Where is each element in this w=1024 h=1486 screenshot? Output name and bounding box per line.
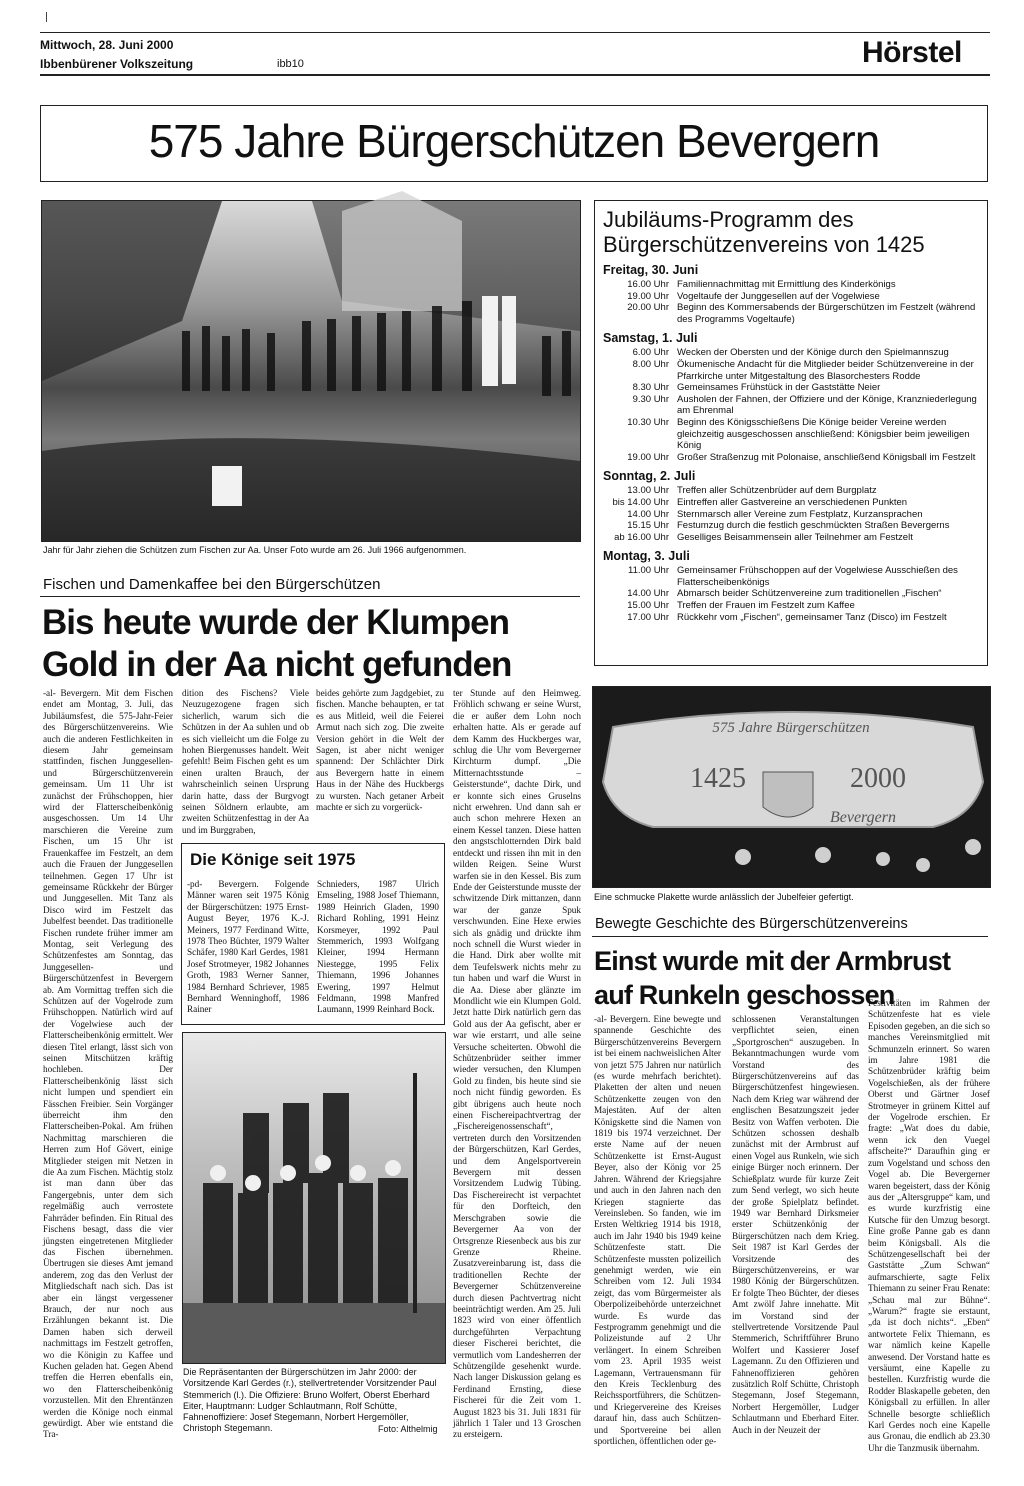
program-item-description: Beginn des Kommersabends der Bürgerschützen im Festzelt (während des Programms Vogeltaufe)	[677, 302, 976, 325]
header-top-rule	[40, 32, 990, 33]
article2-text-col3: Festivitäten im Rahmen der Schützenfeste hat es viele Episoden gegeben, an die sich so manches Vereinsmitglied mit Schmunzeln erinnert. So waren im Jahre 1981 die Schützenbrüder kräftig beim Vogelschießen, als der frühere Oberst und Gärtner Josef Strotmeyer in grünem Kittel auf der Vogelrode erschien. Er fragte: „Wat does du dabie, wenn ick den Vuegel affscheite?“ Daraufhin ging er zum Vogelstand und schoss den Vogel ab. Die Bevergerner waren begeistert, dass der König aus der „Altersgruppe“ kam, und es wurde kurzfristig eine Kutsche für den Umzug besorgt. Eine große Panne gab es dann beim Königsball. Als die Schützengesellschaft bei der Gaststätte „Zum Schwan“ aufmarschierte, sagte Felix Thiemann zu seiner Frau Renate: „Schau mal zur Bühne“. „Warum?“ fragte sie erstaunt, „da ist doch nichts“. „Eben“ antwortete Felix Thiemann, es war nämlich keine Kapelle anwesend. Der Vorstand hatte es versäumt, eine Kapelle zu bestellen. Kurzfristig wurde die Rodder Blaskapelle gebeten, den Königsball zu erfüllen. In aller Schnelle besorgte schließlich Karl Gerdes noch eine Kapelle aus Gronau, die endlich ab 23.30 Uhr die Tanzmusik übernahm.	[868, 998, 990, 1453]
article2-text-col1: -al- Bevergern. Eine bewegte und spannende Geschichte des Bürgerschützenvereins Bevergern ist bei einem nachweislichen Alter von jetzt 575 Jahren nur natürlich (es wurde mehrfach berichtet). Plaketten der alten und neuen Schützenkette zeugen von den Majestäten. Auf der alten Königskette sind die Namen von 1819 bis 1974 verzeichnet. Der erste Name auf der neuen Schützenkette ist Ernst-August Beyer, also der König vor 25 Jahren. Während der Kriegsjahre und auch in den Jahren nach den Kriegen stagnierte das Vereinsleben. So fanden, wie im Ersten Weltkrieg 1914 bis 1918, auch im Jahr 1940 bis 1949 keine Schützenfeste statt. Die Schützenfeste mussten polizeilich genehmigt werden, wie ein Schreiben vom 12. Juli 1934 zeigt, das vom Bürgermeister als Oberpolizeibehörde unterzeichnet wurde. Es wurde das Festprogramm genehmigt und die Polizeistunde auf 2 Uhr verlängert. In einem Schreiben vom 23. April 1935 weist Lagemann, Vertrauensmann für den Kreis Tecklenburg des Reichssportführers, die Schützen- und Kriegervereine des Kreises darauf hin, dass auch Schützen- und Sportvereine bei allen sportlichen, öffentlichen oder ge-	[594, 1014, 721, 1447]
page-headline: 575 Jahre Bürgerschützen Bevergern	[148, 115, 880, 167]
header-paper: Ibbenbürener Volkszeitung	[40, 57, 194, 71]
representatives-caption: Die Repräsentanten der Bürgerschützen im Jahr 2000: der Vorsitzende Karl Gerdes (r.), stellvertretender Vorsitzender Paul Stemmerich (l.). Die Offiziere: Bruno Wolfert, Oberst Eberhard Eiter, Hauptmann: Ludger Schlautmann, Rolf Schütte, Fahnenoffiziere: Josef Stegemann, Norbert Hergemöller, Christoph Stegemann.	[183, 1367, 437, 1434]
program-item-time: 16.00 Uhr	[627, 279, 669, 290]
program-item	[603, 302, 979, 325]
plaque-town: Bevergern	[829, 809, 897, 826]
program-item-description: Wecken der Obersten und der Könige durch den Spielmannszug	[677, 347, 949, 359]
program-item	[603, 452, 979, 464]
program-item	[603, 612, 979, 624]
article1-kicker: Fischen und Damenkaffee bei den Bürgerschützen	[43, 576, 381, 593]
program-day-heading: Sonntag, 2. Juli	[603, 469, 696, 484]
program-item-time: 19.00 Uhr	[627, 290, 669, 302]
koenige-col1	[187, 879, 309, 1019]
plaque-year-right: 2000	[850, 763, 906, 794]
article2-col3	[868, 998, 990, 1453]
program-item-time: 15.15 Uhr	[627, 520, 669, 532]
program-item-time: 9.30 Uhr	[632, 393, 669, 405]
program-item-description: Beginn des Königsschießens Die Könige beider Vereine werden gleichzeitig ausgeschossen anschließend: Königsbier beim jeweiligen König	[677, 416, 970, 452]
program-item-description: Familiennachmittag mit Ermittlung des Kinderkönigs	[677, 279, 896, 290]
program-item-description: Abmarsch beider Schützenvereine zum traditionellen „Fischen“	[677, 588, 942, 600]
article2-title: Einst wurde mit der Armbrust auf Runkeln geschossen	[594, 946, 951, 1010]
program-item-description: Großer Straßenzug mit Polonaise, anschließend Königsball im Festzelt	[677, 451, 976, 463]
koenige-text-col1: -pd- Bevergern. Folgende Männer waren seit 1975 König der Bürgerschützen: 1975 Ernst-August Beyer, 1976 K.-J. Meiners, 1977 Ferdinand Witte, 1978 Theo Büchter, 1979 Walter Schäfer, 1980 Karl Gerdes, 1981 Josef Strotmeyer, 1982 Johannes Groth, 1983 Werner Sanner, 1984 Bernhard Schriever, 1985 Bernhard Wenninghoff, 1986 Rainer	[187, 879, 309, 1015]
program-item	[603, 359, 979, 382]
program-item-description: Ökumenische Andacht für die Mitglieder beider Schützenvereine in der Pfarrkirche unter Mitgestaltung des Blasorchesters Rodde	[677, 358, 974, 382]
header-bottom-rule	[40, 74, 990, 76]
program-item-time: 13.00 Uhr	[627, 485, 669, 497]
program-item-time: 14.00 Uhr	[627, 588, 669, 600]
header-date: Mittwoch, 28. Juni 2000	[40, 38, 174, 52]
program-item	[603, 394, 979, 417]
program-day-heading: Montag, 3. Juli	[603, 549, 690, 564]
program-item-time: bis 14.00 Uhr	[612, 496, 669, 508]
plaque-line1: 575 Jahre Bürgerschützen	[712, 720, 870, 736]
program-item	[603, 509, 979, 521]
program-day-heading: Freitag, 30. Juni	[603, 263, 699, 277]
program-item	[603, 565, 979, 588]
program-item-time: 17.00 Uhr	[627, 611, 669, 623]
program-item-description: Geselliges Beisammensein aller Teilnehmer am Festzelt	[677, 531, 913, 543]
koenige-title: Die Könige seit 1975	[190, 850, 356, 869]
article2-col2	[732, 1014, 859, 1439]
program-item	[603, 497, 979, 509]
section-title: Hörstel	[862, 36, 962, 69]
program-item-description: Ausholen der Fahnen, der Offiziere und der Könige, Kranzniederlegung am Ehrenmal	[677, 393, 977, 417]
plaque-caption: Eine schmucke Plakette wurde anlässlich der Jubelfeier gefertigt.	[594, 892, 854, 902]
plaque-photo	[592, 686, 991, 888]
article2-kicker: Bewegte Geschichte des Bürgerschützenvereins	[595, 916, 908, 932]
article2-kicker-rule	[592, 936, 988, 937]
program-item-time: 8.30 Uhr	[632, 382, 669, 394]
article1-title: Bis heute wurde der Klumpen Gold in der Aa nicht gefunden	[42, 603, 512, 684]
program-item	[603, 485, 979, 497]
koenige-col2	[317, 879, 439, 1019]
program-item-time: 10.30 Uhr	[627, 416, 669, 428]
article1-col2	[182, 688, 309, 836]
koenige-text-col2: Schnieders, 1987 Ulrich Emseling, 1988 Josef Thiemann, 1989 Heinrich Gladen, 1990 Richard Rohling, 1991 Heinz Korsmeyer, 1992 Paul Stemmerich, 1993 Wolfgang Kleiner, 1994 Hermann Niestegge, 1995 Felix Thiemann, 1996 Johannes Ewering, 1997 Helmut Feldmann, 1998 Manfred Laumann, 1999 Reinhard Bock.	[317, 879, 439, 1015]
program-item	[603, 600, 979, 612]
program-schedule	[603, 263, 979, 623]
program-item-description: Treffen der Frauen im Festzelt zum Kaffee	[677, 600, 855, 612]
program-day-heading: Samstag, 1. Juli	[603, 331, 698, 346]
article1-text-col1: -al- Bevergern. Mit dem Fischen endet am Montag, 3. Juli, das Jubiläumsfest, die 575-Jahr-Feier des Bürgerschützenvereins. Wie auch die anderen Festlichkeiten in diesem Jahr gemeinsam stattfinden, fischen Junggesellen- und Bürgerschützenverein gemeinsam. Um 11 Uhr ist zunächst der Frühschoppen, hier wird der Flatterscheibenkönig ausgeschossen. Um 14 Uhr marschieren die Vereine zum Fischen, um 15 Uhr ist Frauenkaffee im Festzelt, an dem auch die Frauen der Junggesellen teilnehmen. Gegen 17 Uhr ist gemeinsame Rückkehr der Bürger und Junggesellen. Mit Tanz als Disco wird im Festzelt das Jubelfest beendet. Das traditionelle Fischen rundete früher immer am Montag, seit Verlegung des Schützenfestes am Sonntag, das Junggesellen- und Bürgerschützenfest in Bevergern ab. Am Vormittag treffen sich die Schützen auf der Vogelrode zum Frühschoppen. Natürlich wird auf der Vogelwiese auch der Flatterscheibenkönig ermittelt. Wer diesen Titel erlangt, lässt sich von seinen Mitschützen kräftig hochleben. Der Flatterscheibenkönig lässt sich nicht lumpen und spendiert ein Fässchen Freibier. Sein Vorgänger überreicht ihm den Flatterscheiben-Pokal. Am frühen Nachmittag marschieren die Herren zum Hof Gövert, einige Mitglieder steigen mit Netzen in die Aa zum Fischen. Mächtig stolz ist man dann über das Fangergebnis, unter dem sich regelmäßig auch verrostete Fahrräder befinden. Ein Ritual des Fischens besagt, dass die vier jüngsten eingetretenen Mitglieder das Fischen übernehmen. Übertrugen sie dieses Amt jemand anderem, zog das den Verlust der Mitgliedschaft nach sich. Das ist aber ein längst vergessener Brauch, der nur noch aus Erzählungen bekannt ist. Die Damen haben sich derweil nachmittags im Festzelt getroffen, wo die Königin zu Kaffee und Kuchen geladen hat. Gegen Abend treffen die Herren ebenfalls ein, wo den Flatterscheibenkönig vorzustellen. Mit den Ehrentänzen werden die Könige noch einmal gewürdigt. Aber wie entstand die Tra-	[43, 688, 173, 1440]
program-item-description: Eintreffen aller Gastvereine an verschiedenen Punkten	[677, 496, 908, 508]
header-page-code: ibb10	[277, 58, 304, 70]
program-item	[603, 382, 979, 394]
article1-text-col2: dition des Fischens? Viele Neuzugezogene fragen sich sicherlich, warum sich die Schützen in der Aa suhlen und ob es sich vielleicht um die Folge zu hohen Biergenusses handelt. Weit gefehlt! Beim Fischen geht es um einen uralten Brauch, der wahrscheinlich seinen Ursprung darin hatte, dass der Burgvogt seinen Söldnern erlaubte, am zweiten Schützenfesttag in der Aa und im Burggraben,	[182, 688, 309, 835]
program-item-time: 15.00 Uhr	[627, 600, 669, 612]
program-item-description: Rückkehr vom „Fischen“, gemeinsamer Tanz (Disco) im Festzelt	[677, 611, 947, 623]
headline-box	[40, 105, 988, 182]
representatives-photo	[182, 1032, 446, 1364]
program-item	[603, 279, 979, 291]
article1-col1	[43, 688, 173, 1448]
program-box	[594, 200, 988, 666]
fishing-photo	[41, 200, 581, 542]
representatives-credit: Foto: Althelmig	[378, 1424, 438, 1434]
program-item	[603, 417, 979, 452]
program-title: Jubiläums-Programm des Bürgerschützenvereins von 1425	[603, 207, 925, 257]
program-item-description: Treffen aller Schützenbrüder auf dem Burgplatz	[677, 485, 877, 497]
program-item-description: Gemeinsames Frühstück in der Gaststätte Neier	[677, 382, 881, 394]
koenige-box	[181, 843, 445, 1025]
page-mark	[46, 12, 47, 22]
program-item	[603, 520, 979, 532]
program-item	[603, 291, 979, 303]
article2-col1	[594, 1014, 721, 1447]
article1-col4	[453, 688, 581, 1448]
program-item-time: 14.00 Uhr	[627, 508, 669, 520]
program-item-time: 6.00 Uhr	[632, 347, 669, 359]
program-item-description: Vogeltaufe der Junggesellen auf der Vogelwiese	[677, 290, 880, 302]
program-item	[603, 532, 979, 544]
program-item-time: ab 16.00 Uhr	[614, 531, 669, 543]
plaque-year-left: 1425	[690, 763, 746, 794]
program-item	[603, 347, 979, 359]
program-item-time: 20.00 Uhr	[627, 302, 669, 314]
article2-text-col2: schlossenen Veranstaltungen verpflichtet seien, einen „Sportgroschen“ auszugeben. In Bekanntmachungen wurde vom Vorstand des Bürgerschützenvereins auf das Bürgerschützenfest hingewiesen. Nach dem Krieg war während der englischen Besatzungszeit jeder Besitz von Waffen verboten. Die Schützen schossen deshalb zunächst mit der Armbrust auf einen Vogel aus Runkeln, wie sich einige Bürger noch erinnern. Der Schießplatz wurde für kurze Zeit zum Send verlegt, wo sich heute der große Spielplatz befindet. 1949 war Bernhard Dirksmeier erster Schützenkönig der Bürgerschützen nach dem Krieg. Seit 1987 ist Karl Gerdes der Vorsitzende des Bürgerschützenvereins, er war 1980 König der Bürgerschützen. Er folgte Theo Büchter, der dieses Amt zwölf Jahre innehatte. Mit im Vorstand sind der stellvertretende Vorsitzende Paul Stemmerich, Schriftführer Bruno Wolfert und Kassierer Josef Lagemann. Zu den Offizieren und Fahnenoffizieren gehören zusätzlich Rolf Schütte, Christoph Stegemann, Josef Stegemann, Norbert Hergemöller, Ludger Schlautmann und Eberhard Eiter. Auch in der Neuzeit der	[732, 1014, 859, 1435]
fishing-photo-caption: Jahr für Jahr ziehen die Schützen zum Fischen zur Aa. Unser Foto wurde am 26. Juli 1966 aufgenommen.	[43, 545, 467, 555]
program-item-time: 19.00 Uhr	[627, 451, 669, 463]
program-item	[603, 588, 979, 600]
program-item-description: Sternmarsch aller Vereine zum Festplatz, Kurzansprachen	[677, 508, 923, 520]
program-item-time: 8.00 Uhr	[632, 358, 669, 370]
program-item-description: Festumzug durch die festlich geschmückten Straßen Bevergerns	[677, 520, 950, 532]
article1-kicker-rule	[40, 596, 580, 597]
article1-col3	[316, 688, 444, 836]
program-item-time: 11.00 Uhr	[627, 565, 669, 577]
program-item-description: Gemeinsamer Frühschoppen auf der Vogelwiese Ausschießen des Flatterscheibenkönigs	[677, 565, 958, 588]
article1-text-col4: ter Stunde auf den Heimweg. Fröhlich schwang er seine Wurst, die er außer dem Lohn noch erhalten hatte. Als er gerade auf dem Kamm des Huckberges war, schlug die Uhr vom Bevergerner Kirchturm dumpf. „Die Mitternachtsstunde – Geisterstunde“, dachte Dirk, und er konnte sich eines Gruselns nicht erwehren. Und dann sah er auch schon mehrere Hexen an einem Kessel tanzen. Diese hatten den angstschlotternden Dirk bald entdeckt und rissen ihn mit in den wilden Reigen. Seine Wurst warfen sie in den Kessel. Bis zum Ende der Geisterstunde musste der schwitzende Dirk mittanzen, dann war der ganze Spuk verschwunden. Eine Hexe erwies sich als gnädig und drückte ihm noch schnell die Wurst wieder in die Hand. Dirk aber wollte mit dem Teufelswerk nichts mehr zu tun haben und warf die Wurst in die Aa. Diese aber glänzte im Mondlicht wie ein Klumpen Gold. Jetzt hatte Dirk natürlich gern das Gold aus der Aa gefischt, aber er war wie erstarrt, und alle seine Versuche scheiterten. Obwohl die Schützenbrüder seither immer wieder versuchen, den Klumpen Gold zu finden, bis heute sind sie noch nicht fündig geworden. Es gibt übrigens auch heute noch einen Fischereipachtvertrag der „Fischereigenossenschaft“, vertreten durch den Vorsitzenden der Bürgerschützen, Karl Gerdes, und dem Angelsportverein Bevergern mit dessen Vorsitzendem Ludwig Tübing. Das Fischereirecht ist verpachtet für den Dorfteich, den Merschgraben sowie die Bevergerner Aa von der Ortsgrenze Riesenbeck aus bis zur Grenze Rheine. Zusatzvereinbarung ist, dass die traditionellen Rechte der Bevergerner Schützenvereine durch diesen Pachtvertrag nicht beeinträchtigt werden. Am 25. Juli 1823 wird von einer öffentlich durchgeführten Verpachtung dieser Fischerei berichtet, die vermutlich vom Landesherren der Schützengilde gesehenkt wurde. Nach langer Diskussion gelang es Ferdinand Ernsting, diese Fischerei für die Zeit vom 1. August 1823 bis 31. Juli 1831 für jährlich 1 Taler und 13 Groschen zu ersteigern.	[453, 688, 581, 1440]
article1-text-col3: beides gehörte zum Jagdgebiet, zu fischen. Manche behaupten, er tat es aus Mitleid, weil die Feierei Armut nach sich zog. Die zweite Version gehört in die Welt der Sagen, ist aber nicht weniger spannend: Der Schlächter Dirk aus Bevergern hatte in einem Haus in der Nähe des Huckbergs zu wursten. Nach getaner Arbeit machte er sich zu vorgerück-	[316, 688, 444, 813]
